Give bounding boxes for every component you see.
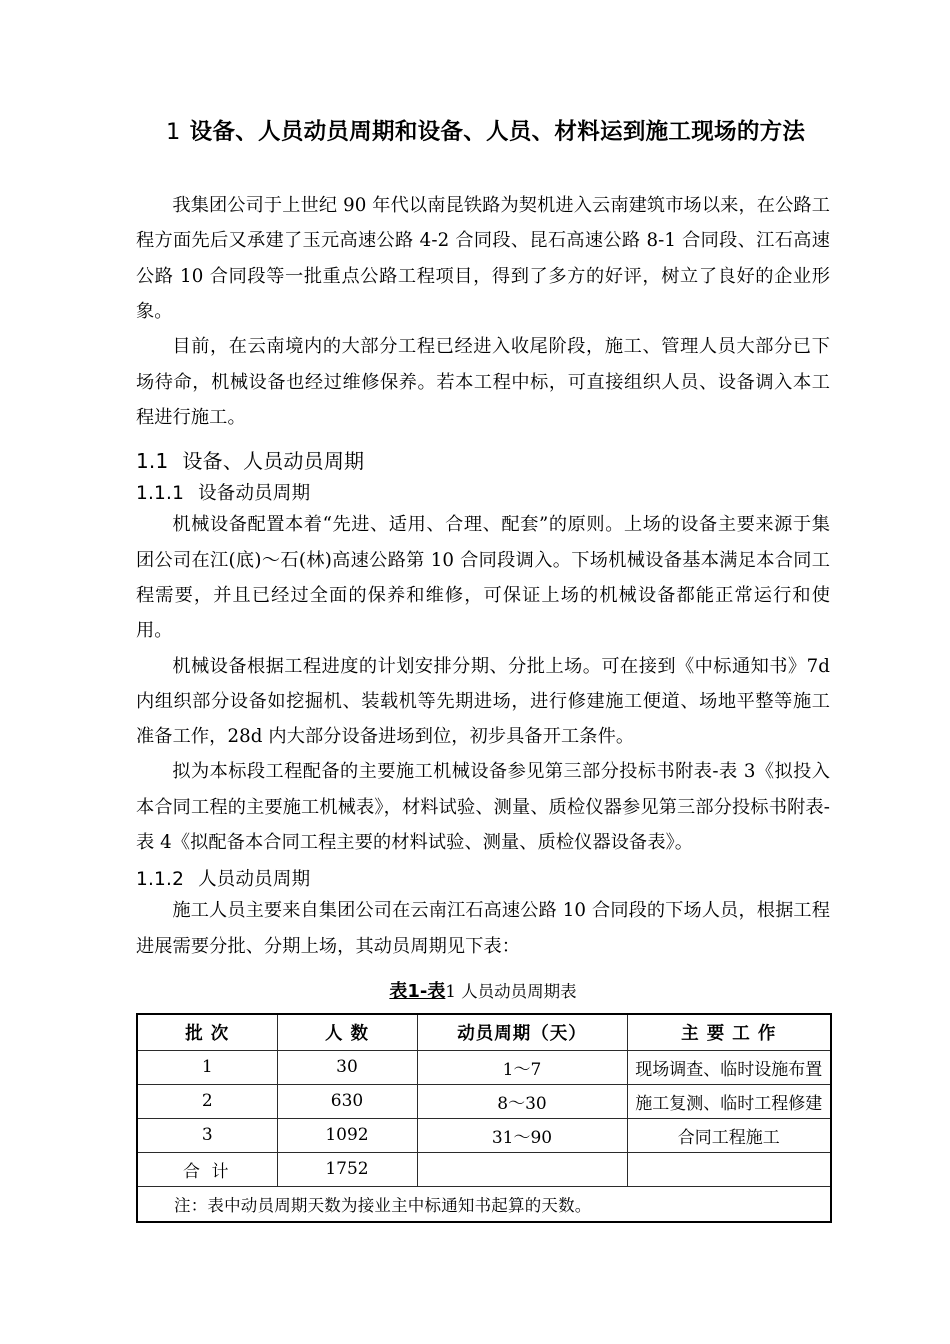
heading-1-1-number: 1.1 — [136, 449, 169, 474]
cell-total-label: 合 计 — [137, 1152, 277, 1186]
heading-1-1-1-text: 设备动员周期 — [198, 483, 311, 505]
cell-period: 8～30 — [417, 1084, 627, 1118]
heading-1-1-1-number: 1.1.1 — [136, 483, 185, 505]
heading-1-1-2-number: 1.1.2 — [136, 869, 185, 891]
page-title-number: 1 — [166, 119, 181, 145]
heading-1-1 — [136, 449, 830, 474]
page-title-text: 设备、人员动员周期和设备、人员、材料运到施工现场的方法 — [189, 119, 806, 145]
heading-1-1-1 — [136, 482, 830, 505]
table-caption-label: 表1-表 — [389, 981, 446, 1003]
column-header-period: 动员周期（天） — [417, 1014, 627, 1050]
cell-period: 1～7 — [417, 1050, 627, 1084]
cell-main-work: 现场调查、临时设施布置 — [627, 1050, 831, 1084]
cell-main-work: 施工复测、临时工程修建 — [627, 1084, 831, 1118]
table-note: 注：表中动员周期天数为接业主中标通知书起算的天数。 — [137, 1186, 831, 1222]
cell-headcount: 1092 — [277, 1118, 417, 1152]
paragraph-5: 拟为本标段工程配备的主要施工机械设备参见第三部分投标书附表-表 3《拟投入本合同工程的主要施工机械表》，材料试验、测量、质检仪器参见第三部分投标书附表-表 4《拟配备本合同工程主要的材料试验、测量、质检仪器设备表》。 — [136, 761, 830, 853]
table-total-row — [137, 1152, 831, 1186]
cell-total-period — [417, 1152, 627, 1186]
cell-total-headcount: 1752 — [277, 1152, 417, 1186]
cell-main-work: 合同工程施工 — [627, 1118, 831, 1152]
page-title — [166, 118, 830, 146]
spacer-after-title — [136, 146, 830, 188]
table-caption — [136, 980, 830, 1003]
heading-1-1-2-text: 人员动员周期 — [198, 869, 311, 891]
table-row — [137, 1118, 831, 1152]
column-header-batch: 批 次 — [137, 1014, 277, 1050]
cell-headcount: 30 — [277, 1050, 417, 1084]
table-note-row — [137, 1186, 831, 1222]
cell-batch: 2 — [137, 1084, 277, 1118]
column-header-headcount: 人 数 — [277, 1014, 417, 1050]
paragraph-4: 机械设备根据工程进度的计划安排分期、分批上场。可在接到《中标通知书》7d 内组织部分设备如挖掘机、装载机等先期进场，进行修建施工便道、场地平整等施工准备工作，28d 内大部分设备进场到位，初步具备开工条件。 — [136, 655, 830, 748]
table-header-row — [137, 1014, 831, 1050]
paragraph-1: 我集团公司于上世纪 90 年代以南昆铁路为契机进入云南建筑市场以来，在公路工程方面先后又承建了玉元高速公路 4-2 合同段、昆石高速公路 8-1 合同段、江石高速公路 10 合同段等一批重点公路工程项目，得到了多方的好评，树立了良好的企业形象。 — [136, 195, 830, 323]
cell-period: 31～90 — [417, 1118, 627, 1152]
cell-total-main-work — [627, 1152, 831, 1186]
cell-batch: 3 — [137, 1118, 277, 1152]
paragraph-3: 机械设备配置本着“先进、适用、合理、配套”的原则。上场的设备主要来源于集团公司在江(底)～石(林)高速公路第 10 合同段调入。下场机械设备基本满足本合同工程需要，并且已经过全面的保养和维修，可保证上场的机械设备都能正常运行和使用。 — [136, 514, 830, 642]
heading-1-1-2 — [136, 868, 830, 891]
heading-1-1-text: 设备、人员动员周期 — [182, 449, 365, 474]
column-header-main-work: 主 要 工 作 — [627, 1014, 831, 1050]
table-row — [137, 1084, 831, 1118]
table-row — [137, 1050, 831, 1084]
paragraph-2: 目前，在云南境内的大部分工程已经进入收尾阶段，施工、管理人员大部分已下场待命，机械设备也经过维修保养。若本工程中标，可直接组织人员、设备调入本工程进行施工。 — [136, 336, 830, 428]
cell-headcount: 630 — [277, 1084, 417, 1118]
mobilization-table — [136, 1013, 832, 1223]
table-caption-text: 1 人员动员周期表 — [445, 982, 577, 1002]
paragraph-6: 施工人员主要来自集团公司在云南江石高速公路 10 合同段的下场人员，根据工程进展需要分批、分期上场，其动员周期见下表： — [136, 900, 830, 957]
cell-batch: 1 — [137, 1050, 277, 1084]
